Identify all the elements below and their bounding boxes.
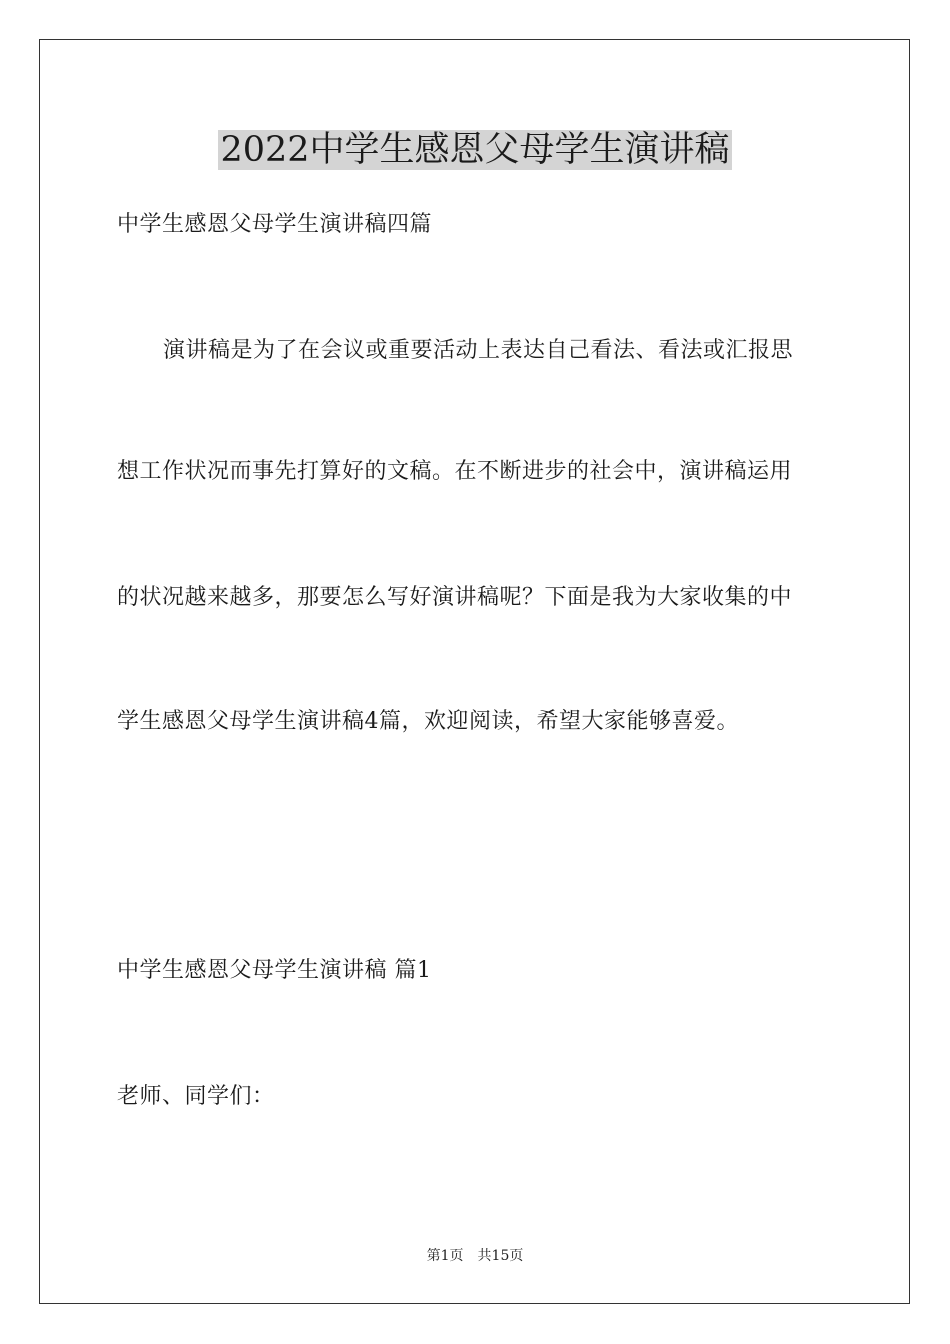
document-subtitle: 中学生感恩父母学生演讲稿四篇	[117, 212, 433, 237]
paragraph-line-3: 的状况越来越多，那要怎么写好演讲稿呢？下面是我为大家收集的中	[117, 585, 793, 610]
paragraph-line-4: 学生感恩父母学生演讲稿4篇，欢迎阅读，希望大家能够喜爱。	[117, 709, 739, 734]
salutation: 老师、同学们：	[117, 1084, 275, 1109]
section-heading: 中学生感恩父母学生演讲稿 篇1	[117, 958, 432, 983]
paragraph-line-2: 想工作状况而事先打算好的文稿。在不断进步的社会中，演讲稿运用	[117, 459, 793, 484]
paragraph-line-1: 演讲稿是为了在会议或重要活动上表达自己看法、看法或汇报思	[163, 338, 794, 363]
document-title-text: 2022中学生感恩父母学生演讲稿	[220, 130, 730, 170]
document-title	[0, 128, 950, 172]
page-number-footer: 第1页 共15页	[426, 1248, 524, 1264]
